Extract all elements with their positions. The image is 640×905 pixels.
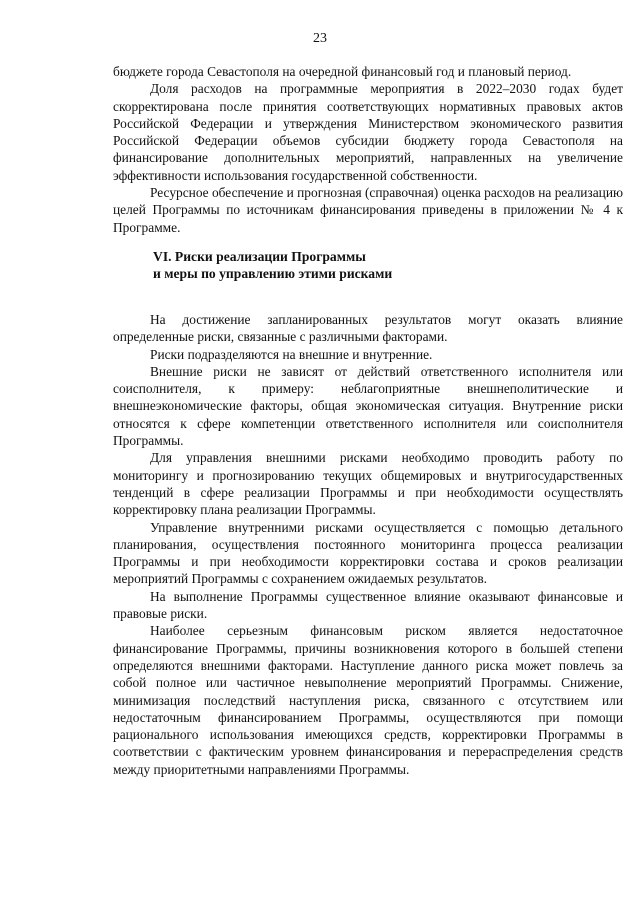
paragraph-risk-types: Риски подразделяются на внешние и внутренние. [150, 346, 433, 362]
document-body [113, 63, 623, 778]
section-spacer-top [113, 236, 623, 248]
paragraph-continuation: бюджете города Севастополя на очередной финансовый год и плановый период. [113, 64, 572, 79]
paragraph-financial-risk-detail: Наиболее серьезным финансовым риском является недостаточное финансирование Программы, причины возникновения которого в большей степени определяются внешними факторами. Наступление данного риска может повлечь за собой полное или частичное невыполнение мероприятий Программы. Снижение, минимизация последствий наступления риска, связанного с отсутствием или недостаточным финансированием Программы, осуществляются при помощи рационального использования имеющихся средств, корректировки Программы в соответствии с фактическим уровнем финансирования и перераспределения средств между приоритетными направлениями Программы. [113, 623, 623, 777]
paragraph-external-internal-risks: Внешние риски не зависят от действий ответственного исполнителя или соисполнителя, к примеру: неблагоприятные внешнеполитические и внешнеэкономические факторы, общая экономическая ситуация. Внутренние риски относятся к сфере компетенции ответственного исполнителя или соисполнителя Программы. [113, 363, 623, 449]
section-spacer-bottom [113, 283, 623, 311]
paragraph-expense-share: Доля расходов на программные мероприятия в 2022–2030 годах будет скорректирована после принятия соответствующих нормативных правовых актов Российской Федерации и утверждения Министерством экономического развития Российской Федерации объемов субсидии бюджету города Севастополя на финансирование дополнительных мероприятий, направленных на увеличение эффективности использования государственной собственности. [113, 81, 623, 183]
paragraph-external-risk-management: Для управления внешними рисками необходимо проводить работу по мониторингу и прогнозированию текущих общемировых и внутригосударственных тенденций в сфере реализации Программы и при необходимости осуществлять корректировку плана реализации Программы. [113, 450, 623, 518]
section-heading-line-1: VI. Риски реализации Программы [153, 248, 366, 264]
paragraph-financial-legal-risks: На выполнение Программы существенное влияние оказывают финансовые и правовые риски. [113, 588, 623, 622]
paragraph-risk-influence: На достижение запланированных результатов могут оказать влияние определенные риски, связанные с различными факторами. [113, 311, 623, 345]
section-heading-line-2: и меры по управлению этими рисками [153, 266, 393, 282]
paragraph-resource-provision: Ресурсное обеспечение и прогнозная (справочная) оценка расходов на реализацию целей Программы по источникам финансирования приведены в приложении № 4 к Программе. [113, 185, 623, 235]
page-number: 23 [313, 31, 327, 46]
paragraph-internal-risk-management: Управление внутренними рисками осуществляется с помощью детального планирования, осуществления постоянного мониторинга процесса реализации Программы и при необходимости корректировки состава и сроков реализации мероприятий Программы с сохранением ожидаемых результатов. [113, 519, 623, 587]
